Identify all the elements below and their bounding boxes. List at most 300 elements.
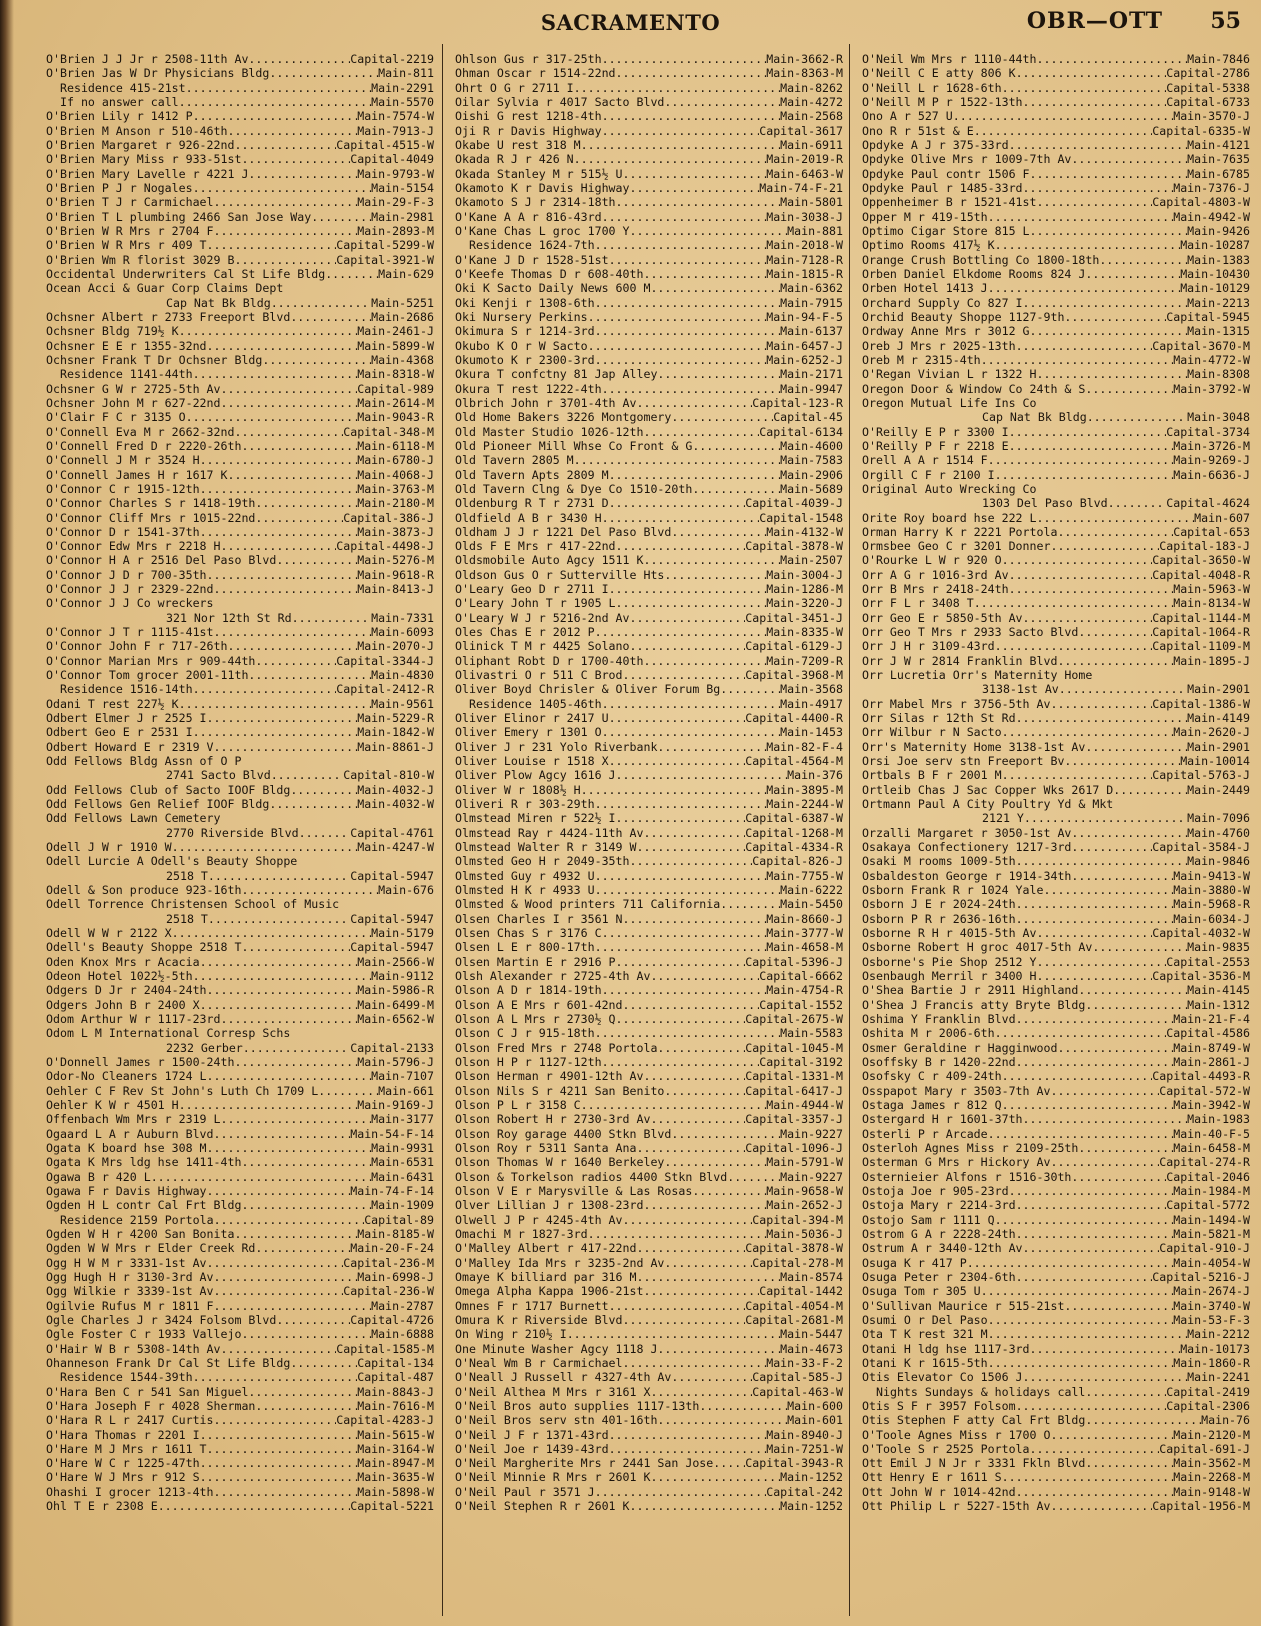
directory-entry	[46, 1270, 434, 1284]
leader-dots	[581, 138, 781, 152]
phone-number: Main-4054-W	[1173, 1255, 1250, 1270]
phone-number: Main-9947	[780, 381, 843, 396]
leader-dots	[650, 1112, 745, 1126]
leader-dots	[581, 1098, 767, 1112]
leader-dots	[299, 826, 351, 840]
directory-entry	[46, 1399, 434, 1413]
phone-number: Main-7913-J	[357, 123, 434, 138]
leader-dots	[720, 897, 780, 911]
listing-name: O'Brien Lily r 1412 P	[46, 109, 193, 124]
directory-entry	[455, 1227, 843, 1241]
phone-number: Capital-2412-R	[336, 682, 434, 697]
phone-number: Main-3635-W	[357, 1470, 434, 1485]
directory-entry	[455, 367, 843, 381]
leader-dots	[650, 1385, 752, 1399]
directory-entry	[46, 1127, 434, 1141]
listing-name: Oki Nursery Perkins	[455, 309, 588, 324]
listing-name: Ostoja Joe r 905-23rd	[862, 1183, 1009, 1198]
phone-number: Main-20-F-24	[350, 1241, 434, 1256]
leader-dots	[214, 1213, 365, 1227]
phone-number: Main-10287	[1180, 238, 1250, 253]
directory-entry	[455, 1299, 843, 1313]
phone-number: Main-2901	[1187, 739, 1250, 754]
listing-name: Osuga Peter r 2304-6th	[862, 1269, 1016, 1284]
listing-name: Oshita M r 2006-6th	[862, 1026, 995, 1041]
leader-dots	[623, 167, 767, 181]
leader-dots	[616, 955, 746, 969]
leader-dots	[200, 453, 358, 467]
page-header	[0, 6, 1261, 42]
phone-number: Capital-3878-W	[745, 1241, 843, 1256]
phone-number: Main-8861-J	[357, 739, 434, 754]
leader-dots	[193, 1370, 358, 1384]
listing-name: Orr's Maternity Home 3138-1st Av	[862, 739, 1086, 754]
phone-number: Main-4917	[780, 696, 843, 711]
directory-entry	[46, 511, 434, 525]
leader-dots	[995, 1213, 1174, 1227]
directory-entry	[862, 1241, 1250, 1255]
listing-name: O'Leary Geo D r 2711 I	[455, 582, 609, 597]
directory-entry	[862, 1485, 1250, 1499]
directory-entry	[455, 253, 843, 267]
phone-number: Main-2614-M	[357, 395, 434, 410]
directory-entry	[46, 66, 434, 80]
phone-number: Capital-4564-M	[745, 754, 843, 769]
listing-name: Orchard Supply Co 827 I	[862, 295, 1023, 310]
phone-number: Capital-1096-J	[745, 1140, 843, 1155]
listing-name: O'Neil Stephen R r 2601 K	[455, 1499, 630, 1514]
leader-dots	[974, 124, 1153, 138]
listing-name: O'Brien T L plumbing 2466 San Jose Way	[46, 209, 312, 224]
listing-name: O'Shea Bartie J r 2911 Highland	[862, 983, 1079, 998]
listing-name: Otis Elevator Co 1506 J	[862, 1370, 1023, 1385]
listing-name: Omura K r Riverside Blvd	[455, 1312, 623, 1327]
leader-dots	[1037, 969, 1153, 983]
directory-entry	[862, 697, 1250, 711]
listing-name: O'Neil Minnie R Mrs r 2601 K	[455, 1470, 651, 1485]
directory-entry	[862, 224, 1250, 238]
listing-name: Odbert Howard E r 2319 V	[46, 739, 214, 754]
listing-name: Ormsbee Geo C r 3201 Donner	[862, 539, 1051, 554]
listing-name: O'Reilly P F r 2218 E	[862, 438, 1009, 453]
phone-number: Main-4658-M	[766, 940, 843, 955]
listing-name: Olsen Chas S r 3176 C	[455, 926, 602, 941]
phone-number: Main-40-F-5	[1173, 1126, 1250, 1141]
leader-dots	[1023, 95, 1167, 109]
phone-number: Main-4032-J	[357, 782, 434, 797]
directory-entry	[46, 181, 434, 195]
phone-number: Capital-3650-W	[1152, 553, 1250, 568]
directory-entry	[455, 912, 843, 926]
directory-entry	[46, 1055, 434, 1069]
directory-entry	[862, 740, 1250, 754]
leader-dots	[630, 181, 760, 195]
listing-name: O'Brien Mary Lavelle r 4221 J	[46, 166, 249, 181]
leader-dots	[623, 1213, 753, 1227]
directory-entry	[862, 1170, 1250, 1184]
directory-entry	[862, 1313, 1250, 1327]
leader-dots	[588, 310, 767, 324]
directory-entry	[46, 869, 434, 883]
phone-number: Main-8660-J	[766, 911, 843, 926]
phone-number: Main-3792-W	[1173, 381, 1250, 396]
listing-name: O'Neill C E atty 806 K	[862, 66, 1016, 81]
leader-dots	[623, 1313, 746, 1327]
leader-dots	[207, 983, 358, 997]
listing-name: O'Toole S r 2525 Portola	[862, 1441, 1030, 1456]
leader-dots	[988, 1313, 1174, 1327]
listing-name: Olson Roy garage 4400 Stkn Blvd	[455, 1126, 672, 1141]
listing-name: O'Neil Althea M Mrs r 3161 X	[455, 1384, 651, 1399]
listing-name: Oldham J J r 1221 Del Paso Blvd	[455, 524, 672, 539]
leader-dots	[650, 281, 780, 295]
leader-dots	[602, 725, 781, 739]
leader-dots	[595, 1485, 767, 1499]
directory-entry	[862, 754, 1250, 768]
leader-dots	[276, 1313, 350, 1327]
phone-number: Main-3004-J	[766, 567, 843, 582]
listing-name: Orr J H r 3109-43rd	[862, 639, 995, 654]
directory-entry	[455, 1327, 843, 1341]
listing-name: Ochsner John M r 627-22nd	[46, 395, 221, 410]
directory-entry	[862, 1385, 1250, 1399]
phone-number: Main-4132-W	[766, 524, 843, 539]
listing-name: Odbert Geo E r 2531 I	[46, 725, 193, 740]
directory-entry	[862, 482, 1250, 496]
directory-entry	[455, 95, 843, 109]
phone-number: Main-9413-W	[1173, 868, 1250, 883]
listing-name: Old Tavern Clng & Dye Co 1510-20th	[455, 481, 693, 496]
phone-number: Capital-3878-W	[745, 539, 843, 554]
directory-entry	[46, 1098, 434, 1112]
leader-dots	[1085, 267, 1180, 281]
listing-name: Odell & Son produce 923-16th	[46, 883, 242, 898]
listing-name: Olmsted Geo H r 2049-35th	[455, 854, 630, 869]
directory-entry	[46, 639, 434, 653]
listing-name: Olson Fred Mrs r 2748 Portola	[455, 1040, 658, 1055]
listing-name: O'Hara R L r 2417 Curtis	[46, 1413, 214, 1428]
listing-name: 3138-1st Av	[982, 682, 1059, 697]
phone-number: Main-8308	[1187, 367, 1250, 382]
leader-dots	[988, 210, 1174, 224]
leader-dots	[1087, 410, 1187, 424]
leader-dots	[643, 826, 745, 840]
directory-entry	[862, 353, 1250, 367]
directory-entry	[862, 854, 1250, 868]
phone-number: Main-1842-W	[357, 725, 434, 740]
listing-name: 2518 T	[166, 868, 208, 883]
leader-dots	[664, 95, 780, 109]
leader-dots	[1064, 310, 1166, 324]
phone-number: Capital-3451-J	[745, 610, 843, 625]
leader-dots	[200, 482, 358, 496]
directory-entry	[455, 697, 843, 711]
phone-number: Main-2291	[371, 80, 434, 95]
listing-name: Oldson Gus O r Sutterville Hts	[455, 567, 665, 582]
leader-dots	[207, 339, 358, 353]
phone-number: Main-4145	[1187, 983, 1250, 998]
leader-dots	[221, 1342, 337, 1356]
directory-entry	[455, 496, 843, 510]
directory-entry	[46, 52, 434, 66]
phone-number: Main-1453	[780, 725, 843, 740]
listing-name: Oppenheimer B r 1521-41st	[862, 195, 1037, 210]
directory-entry	[455, 955, 843, 969]
leader-dots	[1002, 725, 1174, 739]
leader-dots	[1071, 152, 1187, 166]
listing-name: O'Hara Ben C r 541 San Miguel	[46, 1384, 249, 1399]
phone-number: Capital-1442	[759, 1284, 843, 1299]
phone-number: Main-6137	[780, 324, 843, 339]
listing-name: Olsen L E r 800-17th	[455, 940, 595, 955]
leader-dots	[671, 1370, 752, 1384]
directory-entry	[455, 725, 843, 739]
directory-column-2	[455, 52, 843, 1612]
directory-entry	[46, 1141, 434, 1155]
phone-number: Capital-5338	[1166, 80, 1250, 95]
listing-name: Residence 1544-39th	[60, 1370, 193, 1385]
listing-name: Odgers John B r 2400 X	[46, 997, 200, 1012]
directory-entry	[46, 725, 434, 739]
listing-name: Ogden H L contr Cal Frt Bldg	[46, 1198, 242, 1213]
phone-number: Main-1252	[780, 1470, 843, 1485]
leader-dots	[1030, 1442, 1160, 1456]
directory-entry	[46, 496, 434, 510]
listing-name: Orange Crush Bottling Co 1800-18th	[862, 252, 1100, 267]
leader-dots	[643, 1069, 745, 1083]
phone-number: Capital-6129-J	[745, 639, 843, 654]
leader-dots	[1037, 955, 1167, 969]
listing-name: 321 Nor 12th St Rd	[166, 610, 292, 625]
phone-number: Main-53-F-3	[1173, 1312, 1250, 1327]
listing-name: O'Connell Fred D r 2220-26th	[46, 438, 242, 453]
listing-name: Residence 1516-14th	[60, 682, 193, 697]
leader-dots	[602, 52, 767, 66]
listing-name: O'Hara Thomas r 2201 I	[46, 1427, 200, 1442]
leader-dots	[255, 511, 343, 525]
directory-entry	[862, 897, 1250, 911]
directory-entry	[46, 711, 434, 725]
phone-number: Main-4760	[1187, 825, 1250, 840]
phone-number: Capital-3536-M	[1152, 969, 1250, 983]
leader-dots	[1078, 1141, 1173, 1155]
phone-number: Main-4368	[371, 352, 434, 367]
phone-number: Main-6998-J	[357, 1269, 434, 1284]
leader-dots	[595, 883, 781, 897]
leader-dots	[1071, 826, 1187, 840]
listing-name: Odell Torrence Christensen School of Music	[46, 897, 340, 912]
directory-entry	[455, 482, 843, 496]
leader-dots	[595, 1026, 781, 1040]
listing-name: O'Connor J J Co wreckers	[46, 596, 214, 611]
directory-entry	[862, 1456, 1250, 1470]
phone-number: Capital-4283-J	[336, 1413, 434, 1428]
listing-name: Osborn J E r 2024-24th	[862, 897, 1016, 912]
listing-name: Ohashi I grocer 1213-4th	[46, 1484, 214, 1499]
leader-dots	[1023, 1112, 1188, 1126]
directory-column-3	[862, 52, 1250, 1612]
directory-entry	[455, 1499, 843, 1513]
leader-dots	[241, 1155, 371, 1169]
listing-name: Olson H P r 1127-12th	[455, 1054, 602, 1069]
phone-number: Main-3164-W	[357, 1441, 434, 1456]
leader-dots	[609, 1299, 746, 1313]
leader-dots	[243, 1041, 350, 1055]
listing-name: Cap Nat Bk Bldg	[166, 295, 271, 310]
leader-dots	[671, 525, 766, 539]
leader-dots	[1016, 1227, 1174, 1241]
directory-entry	[862, 1069, 1250, 1083]
listing-name: 1303 Del Paso Blvd	[982, 496, 1108, 511]
directory-entry	[862, 1370, 1250, 1384]
leader-dots	[200, 1470, 358, 1484]
listing-name: Olmsted Guy r 4932 U	[455, 868, 595, 883]
listing-name: Residence 1405-46th	[469, 696, 602, 711]
phone-number: Main-5229-R	[357, 711, 434, 726]
directory-entry	[46, 596, 434, 610]
directory-entry	[862, 1098, 1250, 1112]
directory-entry	[862, 109, 1250, 123]
listing-name: Ogle Charles J r 3424 Folsom Blvd	[46, 1312, 277, 1327]
leader-dots	[609, 711, 746, 725]
listing-name: Oliphant Robt D r 1700-40th	[455, 653, 644, 668]
phone-number: Capital-3943-R	[745, 1456, 843, 1471]
directory-entry	[455, 969, 843, 983]
phone-number: Main-9846	[1187, 854, 1250, 869]
listing-name: O'Connor Charles S r 1418-19th	[46, 496, 256, 511]
leader-dots	[269, 66, 378, 80]
listing-name: Osterloh Agnes Miss r 2109-25th	[862, 1140, 1079, 1155]
phone-number: Capital-463-W	[752, 1384, 843, 1399]
phone-number: Main-7331	[371, 610, 434, 625]
leader-dots	[671, 1127, 780, 1141]
listing-name: Ohman Oscar r 1514-22nd	[455, 66, 616, 81]
listing-name: O'Hare M J Mrs r 1611 T	[46, 1441, 207, 1456]
leader-dots	[630, 611, 746, 625]
leader-dots	[241, 439, 357, 453]
leader-dots	[234, 1055, 357, 1069]
phone-number: Main-3038-J	[766, 209, 843, 224]
listing-name: Osternieier Alfons r 1516-30th	[862, 1169, 1072, 1184]
directory-entry	[455, 654, 843, 668]
directory-entry	[455, 668, 843, 682]
listing-name: Olmstead Walter R r 3149 W	[455, 840, 637, 855]
leader-dots	[650, 969, 759, 983]
leader-dots	[574, 81, 781, 95]
listing-name: Odd Fellows Bldg Assn of O P	[46, 754, 242, 769]
leader-dots	[630, 854, 753, 868]
listing-name: Okubo K O r W Sacto	[455, 338, 588, 353]
listing-name: Olson P L r 3158 C	[455, 1097, 581, 1112]
name-range: OBR—OTT	[1026, 8, 1163, 34]
directory-entry	[862, 869, 1250, 883]
phone-number: Capital-3617	[759, 123, 843, 138]
listing-name: Okumoto K r 2300-3rd	[455, 352, 595, 367]
phone-number: Capital-4761	[350, 825, 434, 840]
leader-dots	[179, 95, 372, 109]
directory-entry	[46, 1170, 434, 1184]
phone-number: Main-7915	[780, 295, 843, 310]
leader-dots	[1023, 1241, 1160, 1255]
leader-dots	[602, 926, 767, 940]
phone-number: Main-5899-W	[357, 338, 434, 353]
leader-dots	[290, 310, 371, 324]
directory-entry	[862, 998, 1250, 1012]
leader-dots	[193, 725, 358, 739]
directory-entry	[46, 1241, 434, 1255]
leader-dots	[1002, 1470, 1174, 1484]
directory-entry	[455, 66, 843, 80]
directory-entry	[46, 1069, 434, 1083]
phone-number: Main-1252	[780, 1499, 843, 1514]
listing-name: If no answer call	[60, 94, 179, 109]
directory-entry	[862, 95, 1250, 109]
leader-dots	[1030, 324, 1188, 338]
phone-number: Main-8947-M	[357, 1456, 434, 1471]
leader-dots	[1092, 940, 1187, 954]
listing-name: Old Pioneer Mill Whse Co Front & G	[455, 438, 693, 453]
phone-number: Main-2981	[371, 209, 434, 224]
listing-name: Okamoto S J r 2314-18th	[455, 195, 616, 210]
listing-name: O'Connor Marian Mrs r 909-44th	[46, 653, 256, 668]
listing-name: Ostaga James r 812 Q	[862, 1097, 1002, 1112]
directory-entry	[862, 625, 1250, 639]
leader-dots	[1023, 181, 1174, 195]
leader-dots	[186, 410, 358, 424]
phone-number: Main-9658-W	[766, 1183, 843, 1198]
listing-name: Odell Lurcie A Odell's Beauty Shoppe	[46, 854, 298, 869]
listing-name: Omaye K billiard par 316 M	[455, 1269, 637, 1284]
directory-entry	[455, 324, 843, 338]
directory-entry	[862, 639, 1250, 653]
leader-dots	[208, 912, 350, 926]
phone-number: Capital-4334-R	[745, 840, 843, 855]
phone-number: Main-4600	[780, 438, 843, 453]
leader-dots	[995, 639, 1153, 653]
phone-number: Capital-386-J	[343, 510, 434, 525]
leader-dots	[995, 238, 1181, 252]
directory-entry	[455, 783, 843, 797]
leader-dots	[248, 668, 371, 682]
directory-entry	[862, 511, 1250, 525]
listing-name: O'Connell Eva M r 2662-32nd	[46, 424, 235, 439]
listing-name: Orr Geo E r 5850-5th Av	[862, 610, 1023, 625]
listing-name: Oji R r Davis Highway	[455, 123, 602, 138]
listing-name: O'Brien W R Mrs r 2704 F	[46, 223, 214, 238]
leader-dots	[1064, 754, 1180, 768]
listing-name: O'Donnell James r 1500-24th	[46, 1054, 235, 1069]
phone-number: Main-3726-M	[1173, 438, 1250, 453]
leader-dots	[241, 940, 350, 954]
listing-name: Ortmann Paul A City Poultry Yd & Mkt	[862, 797, 1114, 812]
phone-number: Capital-5396-J	[745, 954, 843, 969]
leader-dots	[1071, 1170, 1166, 1184]
listing-name: Oki K Sacto Daily News 600 M	[455, 281, 651, 296]
directory-entry	[862, 453, 1250, 467]
leader-dots	[214, 582, 358, 596]
leader-dots	[602, 983, 767, 997]
listing-name: Oshima Y Franklin Blvd	[862, 1011, 1016, 1026]
phone-number: Main-8749-W	[1173, 1040, 1250, 1055]
directory-entry	[455, 711, 843, 725]
listing-name: Orr F L r 3408 T	[862, 596, 974, 611]
directory-entry	[455, 854, 843, 868]
phone-number: Main-5963-W	[1173, 582, 1250, 597]
directory-entry	[46, 195, 434, 209]
phone-number: Capital-6417-J	[745, 1083, 843, 1098]
directory-entry	[46, 1284, 434, 1298]
phone-number: Main-881	[787, 223, 843, 238]
